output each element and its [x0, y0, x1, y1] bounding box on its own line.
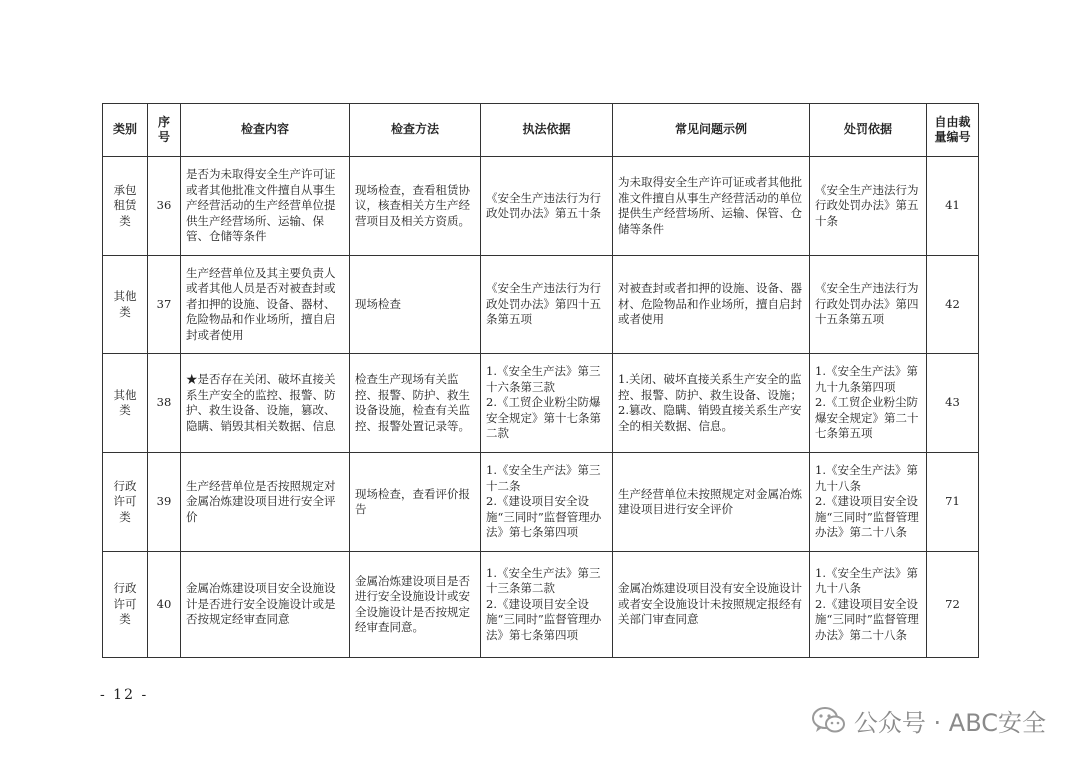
cell-category: 其他类 — [103, 354, 148, 453]
cell-number: 36 — [148, 157, 181, 256]
cell-problem: 对被查封或者扣押的设施、设备、器材、危险物品和作业场所，擅自启封或者使用 — [613, 256, 810, 354]
cell-basis: 1.《安全生产法》第三十二条 2.《建设项目安全设施“三同时”监督管理办法》第七条第四项 — [481, 453, 613, 552]
header-code: 自由裁量编号 — [927, 104, 979, 157]
cell-method: 现场检查 — [350, 256, 481, 354]
table-row — [103, 157, 979, 256]
cell-problem: 1.关闭、破坏直接关系生产安全的监控、报警、防护、救生设备、设施； 2.篡改、隐瞒、销毁直接关系生产安全的相关数据、信息。 — [613, 354, 810, 453]
cell-method: 金属冶炼建设项目是否进行安全设施设计或安全设施设计是否按规定经审查同意。 — [350, 552, 481, 658]
header-basis: 执法依据 — [481, 104, 613, 157]
header-content: 检查内容 — [181, 104, 350, 157]
cell-method: 现场检查，查看评价报告 — [350, 453, 481, 552]
table-row — [103, 256, 979, 354]
page-number: - 12 - — [100, 687, 149, 703]
cell-penalty: 1.《安全生产法》第九十八条 2.《建设项目安全设施“三同时”监督管理办法》第二十八条 — [810, 453, 927, 552]
table-row — [103, 354, 979, 453]
cell-penalty: 1.《安全生产法》第九十八条 2.《建设项目安全设施“三同时”监督管理办法》第二十八条 — [810, 552, 927, 658]
header-problem: 常见问题示例 — [613, 104, 810, 157]
cell-number: 39 — [148, 453, 181, 552]
cell-problem: 金属冶炼建设项目没有安全设施设计或者安全设施设计未按照规定报经有关部门审查同意 — [613, 552, 810, 658]
cell-basis: 《安全生产违法行为行政处罚办法》第四十五条第五项 — [481, 256, 613, 354]
table-header-row — [103, 104, 979, 157]
cell-code: 41 — [927, 157, 979, 256]
table-row — [103, 453, 979, 552]
cell-category: 其他类 — [103, 256, 148, 354]
cell-content: ★是否存在关闭、破坏直接关系生产安全的监控、报警、防护、救生设备、设施，篡改、隐瞒、销毁其相关数据、信息 — [181, 354, 350, 453]
cell-content: 生产经营单位及其主要负责人或者其他人员是否对被查封或者扣押的设施、设备、器材、危险物品和作业场所，擅自启封或者使用 — [181, 256, 350, 354]
cell-number: 40 — [148, 552, 181, 658]
cell-category: 承包租赁类 — [103, 157, 148, 256]
cell-penalty: 《安全生产违法行为行政处罚办法》第五十条 — [810, 157, 927, 256]
cell-code: 43 — [927, 354, 979, 453]
cell-content: 生产经营单位是否按照规定对金属冶炼建设项目进行安全评价 — [181, 453, 350, 552]
cell-basis: 1.《安全生产法》第三十三条第二款 2.《建设项目安全设施“三同时”监督管理办法》第七条第四项 — [481, 552, 613, 658]
inspection-table — [102, 103, 979, 658]
cell-method: 检查生产现场有关监控、报警、防护、救生设备设施，检查有关监控、报警处置记录等。 — [350, 354, 481, 453]
cell-code: 71 — [927, 453, 979, 552]
cell-content: 是否为未取得安全生产许可证或者其他批准文件擅自从事生产经营活动的生产经营单位提供生产经营场所、运输、保管、仓储等条件 — [181, 157, 350, 256]
cell-category: 行政许可类 — [103, 552, 148, 658]
wechat-icon — [812, 706, 846, 736]
cell-penalty: 1.《安全生产法》第九十九条第四项 2.《工贸企业粉尘防爆安全规定》第二十七条第五项 — [810, 354, 927, 453]
cell-code: 72 — [927, 552, 979, 658]
cell-problem: 生产经营单位未按照规定对金属冶炼建设项目进行安全评价 — [613, 453, 810, 552]
cell-content: 金属冶炼建设项目安全设施设计是否进行安全设施设计或是否按规定经审查同意 — [181, 552, 350, 658]
cell-number: 37 — [148, 256, 181, 354]
cell-problem: 为未取得安全生产许可证或者其他批准文件擅自从事生产经营活动的单位提供生产经营场所、运输、保管、仓储等条件 — [613, 157, 810, 256]
header-penalty: 处罚依据 — [810, 104, 927, 157]
table-row — [103, 552, 979, 658]
cell-basis: 1.《安全生产法》第三十六条第三款 2.《工贸企业粉尘防爆安全规定》第十七条第二款 — [481, 354, 613, 453]
header-number: 序号 — [148, 104, 181, 157]
header-category: 类别 — [103, 104, 148, 157]
header-method: 检查方法 — [350, 104, 481, 157]
cell-number: 38 — [148, 354, 181, 453]
cell-basis: 《安全生产违法行为行政处罚办法》第五十条 — [481, 157, 613, 256]
cell-penalty: 《安全生产违法行为行政处罚办法》第四十五条第五项 — [810, 256, 927, 354]
watermark-text: 公众号 · ABC安全 — [853, 709, 1046, 737]
cell-category: 行政许可类 — [103, 453, 148, 552]
cell-code: 42 — [927, 256, 979, 354]
cell-method: 现场检查，查看租赁协议，核查相关方生产经营项目及相关方资质。 — [350, 157, 481, 256]
watermark — [812, 703, 1046, 738]
